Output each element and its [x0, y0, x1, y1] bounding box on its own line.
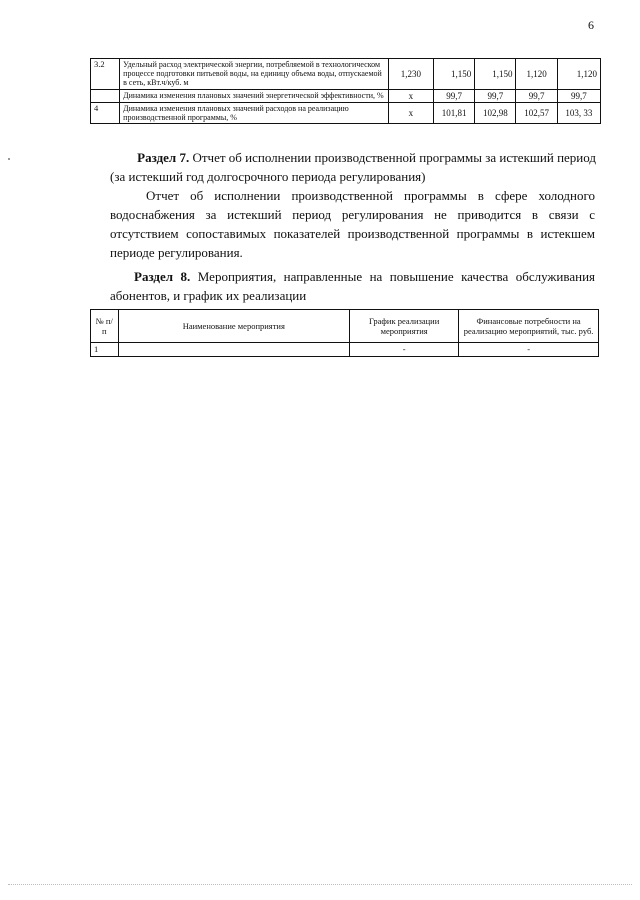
- row-number: 4: [91, 102, 120, 123]
- indicator-value: 1,120: [516, 59, 557, 90]
- indicator-value: х: [388, 89, 433, 102]
- row-number: 3.2: [91, 59, 120, 90]
- scan-mark: [8, 158, 10, 160]
- page-bottom-edge: [8, 884, 632, 885]
- indicator-value: 1,150: [475, 59, 516, 90]
- table-row: [91, 102, 601, 123]
- table-row: [91, 343, 599, 357]
- measures-table: [90, 309, 599, 357]
- indicator-value: х: [388, 102, 433, 123]
- indicator-value: 101,81: [434, 102, 475, 123]
- measure-name: [118, 343, 350, 357]
- indicator-name: Удельный расход электрической энергии, потребляемой в технологическом процессе подготовки питьевой воды, на единицу объема воды, отпускаемой в сеть, кВт.ч/куб. м: [120, 59, 389, 90]
- indicator-value: 102,98: [475, 102, 516, 123]
- indicator-value: 99,7: [434, 89, 475, 102]
- indicator-value: 1,230: [388, 59, 433, 90]
- header-num: № п/п: [91, 310, 119, 343]
- indicator-value: 99,7: [557, 89, 600, 102]
- header-name: Наименование мероприятия: [118, 310, 350, 343]
- indicators-table: [90, 58, 601, 124]
- table-row: [91, 59, 601, 90]
- header-schedule: График реализации мероприятия: [350, 310, 459, 343]
- indicator-value: 103, 33: [557, 102, 600, 123]
- section-8-heading: [110, 267, 595, 305]
- header-finance: Финансовые потребности на реализацию мероприятий, тыс. руб.: [459, 310, 599, 343]
- section-8-label: Раздел 8.: [134, 269, 191, 284]
- section-7-body: [110, 186, 595, 262]
- indicator-value: 102,57: [516, 102, 557, 123]
- indicator-value: 99,7: [475, 89, 516, 102]
- indicator-value: 1,150: [434, 59, 475, 90]
- section-7-label: Раздел 7.: [137, 150, 190, 165]
- measure-schedule: -: [350, 343, 459, 357]
- indicator-value: 99,7: [516, 89, 557, 102]
- section-7-heading: [110, 148, 596, 167]
- row-number: [91, 89, 120, 102]
- section-8-title: Мероприятия, направленные на повышение качества обслуживания абонентов, и график их реализации: [110, 269, 596, 303]
- table-row: [91, 89, 601, 102]
- indicator-value: 1,120: [557, 59, 600, 90]
- indicator-name: Динамика изменения плановых значений расходов на реализацию производственной программы, %: [120, 102, 389, 123]
- page-number: 6: [588, 18, 594, 32]
- indicator-name: Динамика изменения плановых значений энергетической эффективности, %: [120, 89, 389, 102]
- table-header-row: [91, 310, 599, 343]
- section-7-subtitle: (за истекший год долгосрочного периода регулирования): [110, 169, 426, 184]
- row-number: 1: [91, 343, 119, 357]
- section-7-text: Отчет об исполнении производственной программы в сфере холодного водоснабжения за истекший период регулирования не приводится в связи с отсутствием сопоставимых показателей производственной программы в истекшем периоде регулирования.: [110, 188, 595, 260]
- measure-finance: -: [459, 343, 599, 357]
- section-7-title: Отчет об исполнении производственной программы за истекший период: [189, 150, 596, 165]
